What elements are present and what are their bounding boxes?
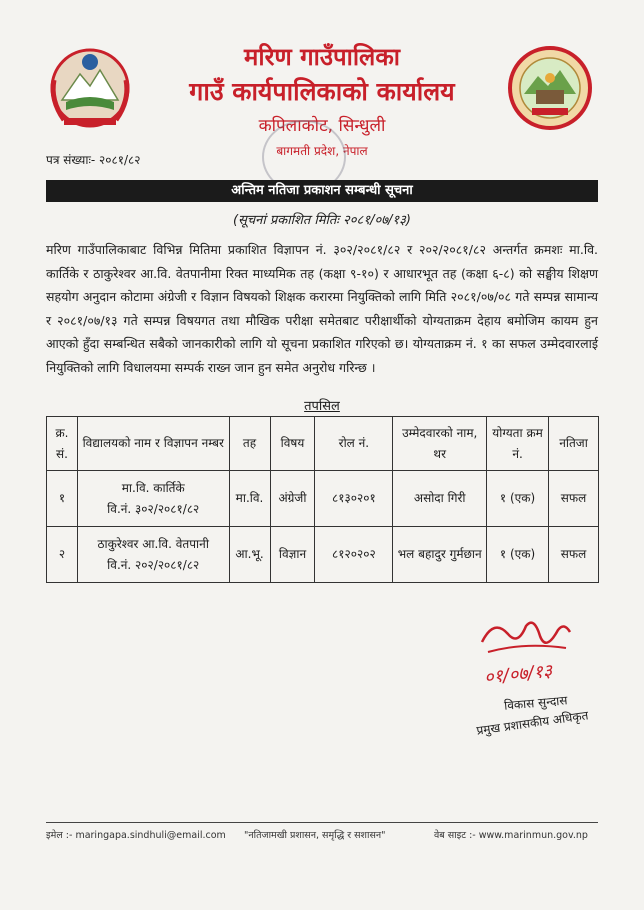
ad-number: वि.नं. ३०२/२०८१/८२	[107, 501, 200, 516]
cell-result: सफल	[549, 527, 599, 583]
col-header-school: विद्यालयको नाम र विज्ञापन नम्बर	[77, 417, 229, 471]
municipality-name: मरिण गाउँपालिका	[244, 43, 400, 71]
footer-slogan: "नतिजामखी प्रशासन, समृद्धि र सशासन"	[244, 830, 386, 841]
col-header-sn: क्र. सं.	[47, 417, 78, 471]
signatory-name: विकास सुन्दास	[503, 693, 568, 713]
municipality-logo-icon	[506, 44, 594, 132]
cell-sn: १	[47, 471, 78, 527]
cell-roll: ८१३०२०१	[315, 471, 393, 527]
school-name: मा.वि. कार्तिके	[121, 480, 185, 495]
ad-number: वि.नं. २०२/२०८१/८२	[107, 557, 200, 572]
office-address: कपिलाकोट, सिन्धुली	[258, 116, 386, 136]
cell-candidate: भल बहादुर गुर्मछान	[393, 527, 487, 583]
letter-number: पत्र संख्याः- २०८१/८२	[46, 153, 141, 167]
footer-divider	[46, 822, 598, 823]
table-row	[47, 527, 599, 583]
col-header-subject: विषय	[270, 417, 315, 471]
province-name: बागमती प्रदेश, नेपाल	[276, 144, 368, 158]
cell-level: आ.भू.	[229, 527, 270, 583]
cell-result: सफल	[549, 471, 599, 527]
notice-body: मरिण गाउँपालिकाबाट विभिन्न मितिमा प्रकाशित विज्ञापन नं. ३०२/२०८१/८२ र २०२/२०८१/८२ अन्तर्गत क्रमशः मा.वि. कार्तिके र ठाकुरेश्वर आ.वि. वेतपानीमा रिक्त माध्यमिक तह (कक्षा ९-१०) र आधारभूत तह (कक्षा ६-८) को सङ्घीय शिक्षण सहयोग अनुदान कोटामा अंग्रेजी र विज्ञान विषयको शिक्षक करारमा नियुक्तिको लागि मिति २०८१/०७/०८ गते सम्पन्न सामान्य र २०८१/०७/१३ गते सम्पन्न विषयगत तथा मौखिक परीक्षा समेतबाट परीक्षार्थीको योग्यताक्रम देहाय बमोजिम कायम हुन आएको हुँदा सम्बन्धित सबैको जानकारीको लागि यो सूचना प्रकाशित गरिएको छ। योग्यताक्रम नं. १ का सफल उम्मेदवारलाई नियुक्तिको लागि विधालयमा सम्पर्क राख्न जान हुन समेत अनुरोध गरिन्छ ।	[46, 242, 598, 375]
publication-date: (सूचनां प्रकाशित मितिः २०८१/०७/१३)	[233, 213, 411, 228]
nepal-emblem-icon	[44, 40, 136, 132]
table-row	[47, 471, 599, 527]
cell-sn: २	[47, 527, 78, 583]
col-header-candidate: उम्मेदवारको नाम, थर	[393, 417, 487, 471]
cell-subject: अंग्रेजी	[270, 471, 315, 527]
col-header-roll: रोल नं.	[315, 417, 393, 471]
col-header-result: नतिजा	[549, 417, 599, 471]
footer-email: इमेल :- maringapa.sindhuli@email.com	[46, 830, 226, 841]
school-name: ठाकुरेश्वर आ.वि. वेतपानी	[97, 536, 209, 551]
cell-candidate: असोदा गिरी	[393, 471, 487, 527]
col-header-level: तह	[229, 417, 270, 471]
cell-rank: १ (एक)	[487, 471, 549, 527]
office-name: गाउँ कार्यपालिकाको कार्यालय	[189, 77, 455, 106]
cell-subject: विज्ञान	[270, 527, 315, 583]
table-caption: तपसिल	[304, 399, 340, 414]
results-table	[46, 416, 599, 583]
cell-school	[77, 527, 229, 583]
cell-rank: १ (एक)	[487, 527, 549, 583]
cell-roll: ८१२०२०२	[315, 527, 393, 583]
notice-title: अन्तिम नतिजा प्रकाशन सम्बन्धी सूचना	[46, 180, 598, 202]
signatory-title: प्रमुख प्रशासकीय अधिकृत	[475, 708, 590, 738]
signature-date: ०१/०७/१३	[483, 660, 554, 689]
col-header-rank: योग्यता क्रम नं.	[487, 417, 549, 471]
table-header-row	[47, 417, 599, 471]
cell-school	[77, 471, 229, 527]
footer-website: वेब साइट :- www.marinmun.gov.np	[434, 830, 588, 841]
signature-mark	[474, 612, 574, 660]
cell-level: मा.वि.	[229, 471, 270, 527]
